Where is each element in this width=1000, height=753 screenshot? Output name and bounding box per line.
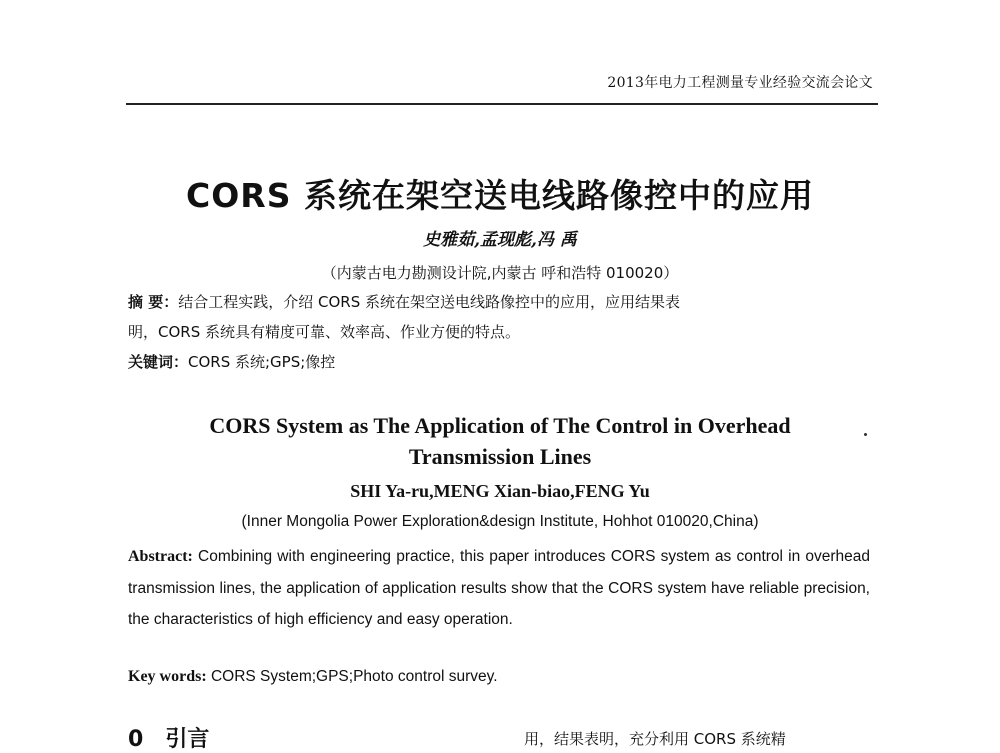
keywords-en	[128, 668, 498, 686]
section-number: 0	[128, 727, 144, 752]
column2-text: 用，结果表明，充分利用 CORS 系统精	[524, 730, 786, 748]
section-title: 引言	[165, 727, 210, 752]
stray-mark	[864, 433, 867, 436]
header-divider	[126, 103, 878, 105]
running-header: 2013年电力工程测量专业经验交流会论文	[607, 75, 873, 91]
section-heading	[128, 722, 209, 753]
abstract-cn-line-1	[128, 287, 870, 317]
title-en-line-2: Transmission Lines	[408, 444, 592, 469]
affiliation-en: (Inner Mongolia Power Exploration&design Institute, Hohhot 010020,China)	[241, 513, 759, 530]
keywords-cn-text: CORS 系统;GPS;像控	[188, 353, 336, 371]
authors-cn: 史雅茹,孟现彪,冯 禹	[423, 230, 577, 250]
keywords-cn	[128, 347, 870, 377]
abstract-cn-label: 摘 要：	[128, 293, 179, 311]
paper-title-en	[0, 410, 1000, 472]
authors-en: SHI Ya-ru,MENG Xian-biao,FENG Yu	[350, 481, 650, 501]
title-en-line-1: CORS System as The Application of The Control in Overhead	[209, 413, 791, 438]
abstract-en	[128, 541, 870, 636]
keywords-en-text: CORS System;GPS;Photo control survey.	[210, 668, 498, 685]
keywords-en-label: Key words:	[128, 668, 207, 685]
abstract-cn	[128, 287, 870, 377]
abstract-en-text: Combining with engineering practice, this paper introduces CORS system as control in overhead transmission lines, the application of application results show that the CORS system have reliable precision, the characteristics of high efficiency and easy operation.	[128, 548, 870, 628]
abstract-cn-line-2: 明，CORS 系统具有精度可靠、效率高、作业方便的特点。	[128, 323, 520, 341]
keywords-cn-label: 关键词：	[128, 353, 189, 371]
paper-title-cn: CORS 系统在架空送电线路像控中的应用	[186, 176, 814, 215]
abstract-en-label: Abstract:	[128, 548, 193, 565]
affiliation-cn: （内蒙古电力勘测设计院,内蒙古 呼和浩特 010020）	[321, 264, 679, 282]
abstract-cn-text-1: 结合工程实践，介绍 CORS 系统在架空送电线路像控中的应用，应用结果表	[178, 293, 680, 311]
